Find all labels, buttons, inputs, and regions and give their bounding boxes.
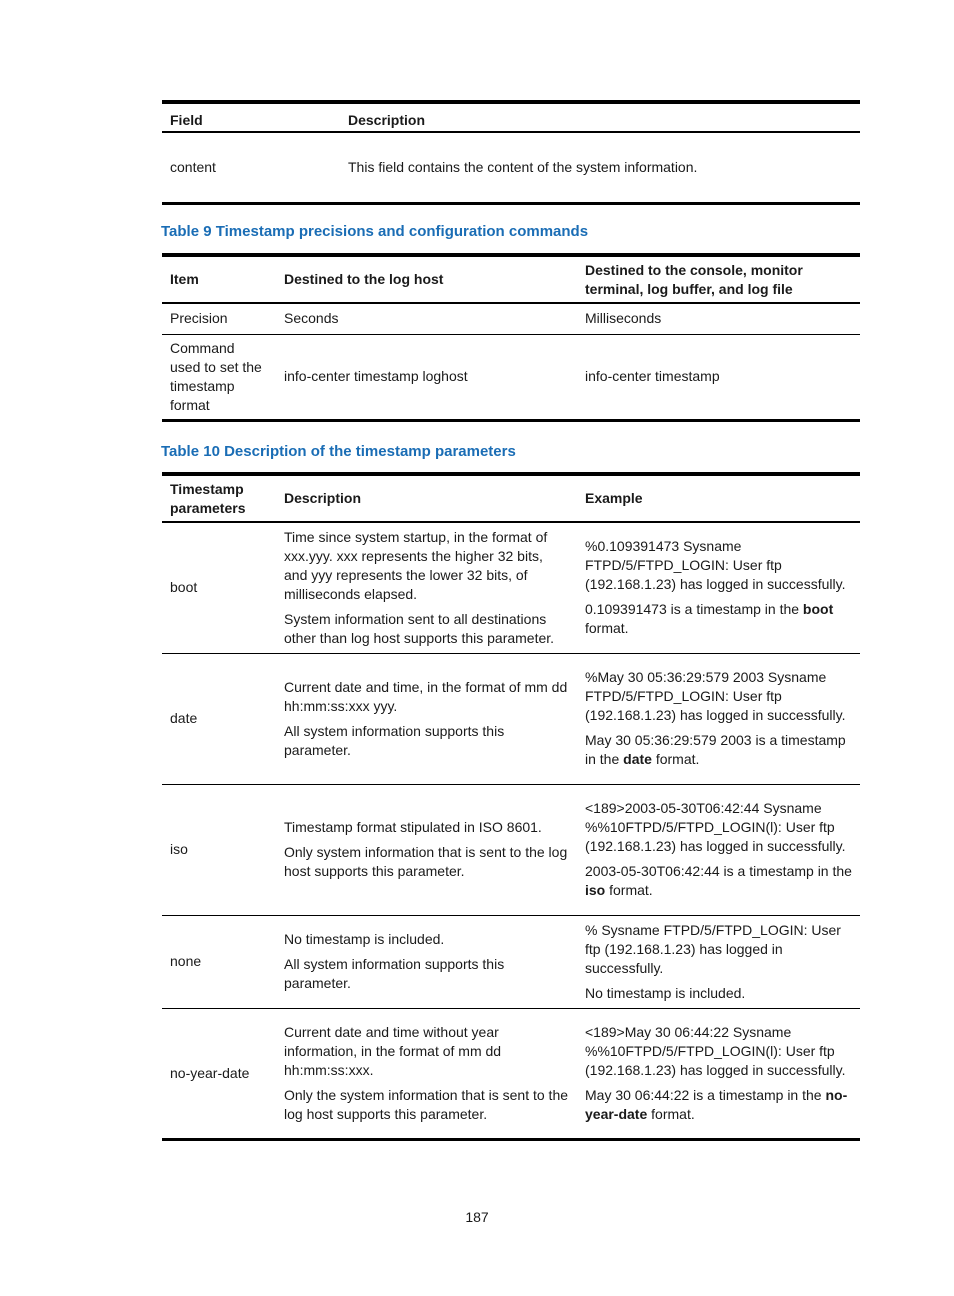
description-cell: This field contains the content of the system information. — [348, 158, 698, 175]
col-header-loghost: Destined to the log host — [284, 271, 444, 287]
table-row — [162, 915, 860, 1008]
timestamp-precision-table — [162, 253, 860, 422]
table-row — [162, 653, 860, 784]
table-row — [162, 784, 860, 915]
example-cell: % Sysname FTPD/5/FTPD_LOGIN: User ftp (192.168.1.23) has logged in successfully. No timestamp is included. — [585, 921, 841, 1001]
col-header-item: Item — [170, 271, 199, 287]
other-cell: Milliseconds — [585, 310, 662, 327]
param-cell: none — [170, 953, 202, 969]
description-cell: Timestamp format stipulated in ISO 8601. Only system information that is sent to the log host supports this parameter. — [284, 819, 568, 879]
field-cell: content — [170, 158, 216, 175]
loghost-cell: Seconds — [284, 310, 339, 327]
param-cell: no-year-date — [170, 1064, 250, 1081]
description-cell: Current date and time, in the format of mm dd hh:mm:ss:xxx yyy. All system information supports this parameter. — [284, 678, 568, 758]
col-header-description: Description — [284, 490, 362, 506]
col-header-description: Description — [348, 112, 426, 128]
example-cell: %May 30 05:36:29:579 2003 Sysname FTPD/5/FTPD_LOGIN: User ftp (192.168.1.23) has logged in successfully. May 30 05:36:29:579 2003 is a timestamp in the date format. — [585, 669, 846, 767]
example-cell: %0.109391473 Sysname FTPD/5/FTPD_LOGIN: User ftp (192.168.1.23) has logged in successfully. 0.109391473 is a timestamp in the boot format. — [585, 538, 846, 637]
example-cell: <189>May 30 06:44:22 Sysname %%10FTPD/5/FTPD_LOGIN(l): User ftp (192.168.1.23) has logged in successfully. May 30 06:44:22 is a timestamp in the no-year-date format. — [585, 1023, 848, 1122]
item-cell: Command used to set the timestamp format — [170, 339, 262, 413]
col-header-example: Example — [585, 490, 643, 506]
item-cell: Precision — [170, 310, 228, 327]
timestamp-parameters-table — [162, 472, 860, 1141]
table-row — [162, 334, 860, 420]
other-command-cell: info-center timestamp — [585, 368, 720, 384]
example-cell: <189>2003-05-30T06:42:44 Sysname %%10FTPD/5/FTPD_LOGIN(l): User ftp (192.168.1.23) has logged in successfully. 2003-05-30T06:42:44 is a timestamp in the iso format. — [585, 800, 852, 898]
table-row — [162, 1008, 860, 1139]
col-header-other-destinations: Destined to the console, monitor terminal, log buffer, and log file — [585, 261, 803, 297]
table-10-caption: Table 10 Description of the timestamp parameters — [161, 443, 516, 460]
description-cell: Current date and time without year information, in the format of mm dd hh:mm:ss:xxx. Only the system information that is sent to the log host supports this parameter. — [284, 1023, 569, 1122]
description-cell: No timestamp is included. All system information supports this parameter. — [284, 931, 505, 991]
table-row — [162, 132, 860, 203]
col-header-field: Field — [170, 112, 203, 128]
param-cell: boot — [170, 579, 198, 596]
table-row — [162, 522, 860, 653]
loghost-command-cell: info-center timestamp loghost — [284, 368, 468, 384]
table-row — [162, 303, 860, 334]
page-number: 187 — [465, 1209, 489, 1225]
field-description-table — [162, 100, 860, 205]
table-9-caption: Table 9 Timestamp precisions and configuration commands — [161, 223, 589, 240]
col-header-timestamp-parameters: Timestamp parameters — [170, 480, 246, 516]
description-cell: Time since system startup, in the format of xxx.yyy. xxx represents the higher 32 bits, and yyy represents the lower 32 bits, of milliseconds elapsed. System information sent to all destinations other than log host supports this parameter. — [284, 528, 555, 646]
param-cell: iso — [170, 841, 188, 857]
param-cell: date — [170, 710, 198, 726]
